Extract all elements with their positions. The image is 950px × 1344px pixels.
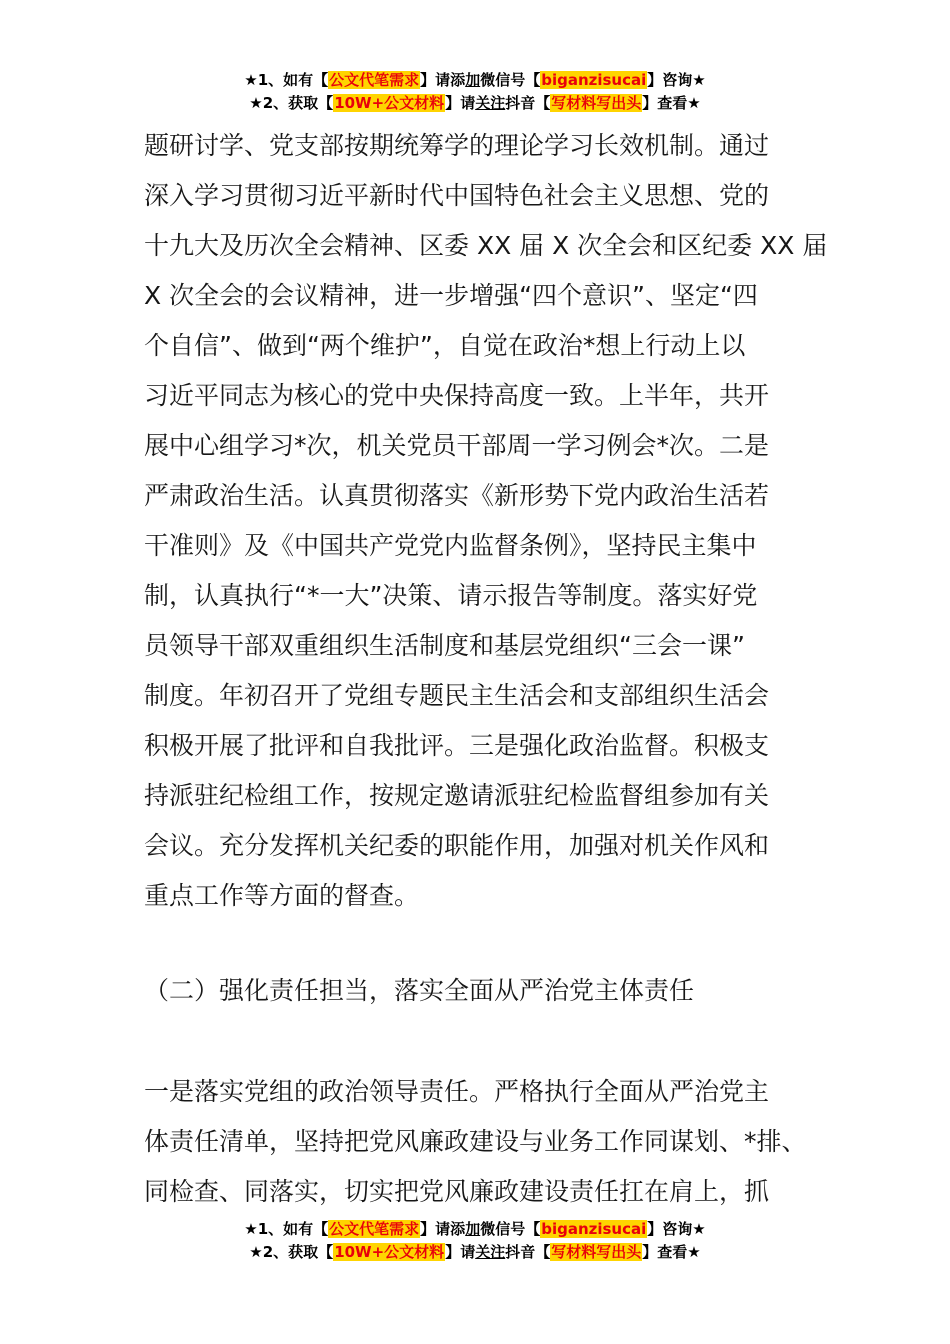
paragraph-line: 个自信”、做到“两个维护”，自觉在政治*想上行动上以 [144,331,746,360]
footer-banner [0,1218,950,1264]
banner-text: 】咨询★ [647,1220,706,1238]
banner-underlined: 关注 [475,1243,506,1261]
paragraph-line: 深入学习贯彻习近平新时代中国特色社会主义思想、党的 [144,181,770,210]
banner-line-1 [0,1218,950,1241]
paragraph-line: 干准则》及《中国共产党党内监督条例》，坚持民主集中 [144,531,757,560]
paragraph-line: 展中心组学习*次，机关党员干部周一学习例会*次。二是 [144,431,770,460]
paragraph-line: 体责任清单，坚持把党风廉政建设与业务工作同谋划、*排、 [144,1127,807,1156]
banner-highlight: 10W+公文材料 [334,94,445,112]
body-paragraph-2 [144,1074,824,1224]
paragraph-line: 制度。年初召开了党组专题民主生活会和支部组织生活会 [144,681,770,710]
section-heading-text: （二）强化责任担当，落实全面从严治党主体责任 [144,976,695,1005]
banner-line-2 [0,1241,950,1264]
banner-text: 】请添 [420,1220,466,1238]
paragraph-line: X 次全会的会议精神，进一步增强“四个意识”、坚定“四 [144,281,758,310]
banner-text: 微信号【 [480,1220,541,1238]
banner-underlined: 加 [465,1220,481,1238]
paragraph-line: 严肃政治生活。认真贯彻落实《新形势下党内政治生活若 [144,481,770,510]
paragraph-line: 员领导干部双重组织生活制度和基层党组织“三会一课” [144,631,745,660]
paragraph-line: 十九大及历次全会精神、区委 XX 届 X 次全会和区纪委 XX 届 [144,231,828,260]
paragraph-line: 一是落实党组的政治领导责任。严格执行全面从严治党主 [144,1077,770,1106]
paragraph-line: 积极开展了批评和自我批评。三是强化政治监督。积极支 [144,731,770,760]
banner-text: 抖音【 [505,1243,551,1261]
banner-wechat-id: biganzisucai [541,1220,647,1238]
banner-text: 】请添 [420,71,466,89]
paragraph-line: 制，认真执行“*一大”决策、请示报告等制度。落实好党 [144,581,758,610]
paragraph-line: 重点工作等方面的督查。 [144,881,420,910]
banner-douyin-account: 写材料写出头 [551,1243,642,1261]
banner-text: 】请 [445,1243,476,1261]
banner-line-1 [0,69,950,92]
banner-douyin-account: 写材料写出头 [551,94,642,112]
body-paragraph-1 [144,128,828,928]
banner-text: 微信号【 [480,71,541,89]
banner-text: ★1、如有【 [244,71,329,89]
paragraph-line: 题研讨学、党支部按期统筹学的理论学习长效机制。通过 [144,131,770,160]
paragraph-line: 持派驻纪检组工作，按规定邀请派驻纪检监督组参加有关 [144,781,770,810]
paragraph-line: 习近平同志为核心的党中央保持高度一致。上半年，共开 [144,381,770,410]
banner-text: ★2、获取【 [249,1243,334,1261]
banner-wechat-id: biganzisucai [541,71,647,89]
banner-text: 】查看★ [642,94,701,112]
banner-line-2 [0,92,950,115]
banner-text: 】请 [445,94,476,112]
banner-highlight: 10W+公文材料 [334,1243,445,1261]
paragraph-line: 同检查、同落实，切实把党风廉政建设责任扛在肩上，抓 [144,1177,770,1206]
banner-highlight: 公文代笔需求 [329,1220,420,1238]
header-banner [0,69,950,115]
banner-text: ★1、如有【 [244,1220,329,1238]
banner-underlined: 关注 [475,94,506,112]
banner-text: 】查看★ [642,1243,701,1261]
banner-text: ★2、获取【 [249,94,334,112]
banner-highlight: 公文代笔需求 [329,71,420,89]
banner-text: 】咨询★ [647,71,706,89]
paragraph-line: 会议。充分发挥机关纪委的职能作用，加强对机关作风和 [144,831,770,860]
banner-text: 抖音【 [505,94,551,112]
section-heading [144,973,824,1009]
banner-underlined: 加 [465,71,481,89]
